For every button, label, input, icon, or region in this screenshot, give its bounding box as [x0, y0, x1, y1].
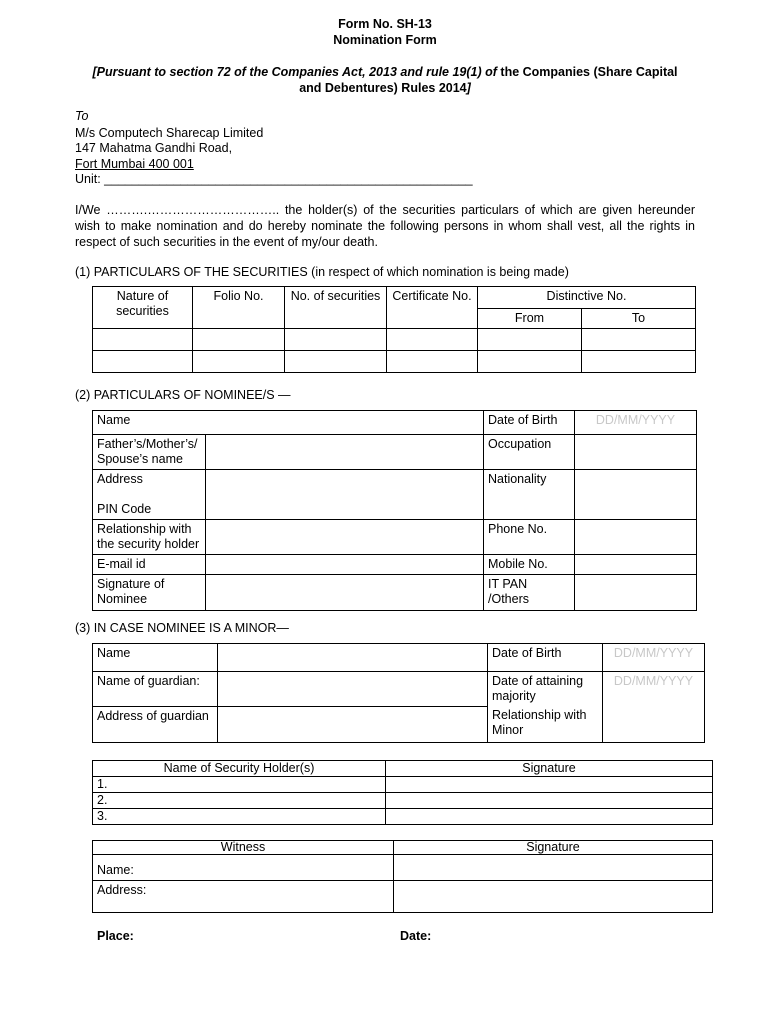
- nominee-mobile-label: Mobile No.: [484, 555, 575, 575]
- col-certificate: Certificate No.: [387, 287, 478, 329]
- company-address-line: 147 Mahatma Gandhi Road,: [75, 141, 233, 155]
- col-witness-signature: Signature: [394, 841, 713, 855]
- table-cell[interactable]: [93, 351, 193, 373]
- pin-code-label: PIN Code: [97, 502, 152, 516]
- guardian-name-input[interactable]: [218, 672, 488, 707]
- table-cell[interactable]: [478, 329, 582, 351]
- witness-table: [92, 840, 713, 913]
- form-title: Nomination Form: [333, 33, 437, 47]
- holder-row-2[interactable]: 2.: [93, 793, 386, 809]
- col-holder-name: Name of Security Holder(s): [93, 761, 386, 777]
- minor-table: [92, 643, 705, 743]
- unit-field[interactable]: Unit: _____________________________________________________: [75, 172, 473, 186]
- col-nature: Nature of securities: [93, 287, 193, 329]
- nominee-mobile-input[interactable]: [575, 555, 697, 575]
- holder-signature-2[interactable]: [386, 793, 713, 809]
- guardian-address-input[interactable]: [218, 706, 488, 742]
- guardian-address-label: Address of guardian: [93, 706, 218, 742]
- company-name: M/s Computech Sharecap Limited: [75, 126, 264, 140]
- securities-table: [92, 286, 696, 373]
- pursuant-text: [Pursuant to section 72 of the Companies Act, 2013 and rule 19(1) of the Companies (Share Capital and Debentures) Rules 2014]: [92, 65, 678, 95]
- nominee-signature-label: Signature of Nominee: [93, 575, 206, 611]
- nominee-table: [92, 410, 697, 611]
- to-label: To: [75, 109, 89, 123]
- witness-address-field[interactable]: Address:: [93, 881, 394, 913]
- minor-name-label: Name: [93, 644, 218, 672]
- nominee-phone-input[interactable]: [575, 520, 697, 555]
- nominee-name-label: Name: [93, 411, 206, 435]
- minor-dob-label: Date of Birth: [488, 644, 603, 672]
- nominee-father-input[interactable]: [205, 435, 484, 470]
- table-cell[interactable]: [93, 329, 193, 351]
- nominee-address-label: [93, 470, 206, 520]
- nominee-occupation-label: Occupation: [484, 435, 575, 470]
- col-witness: Witness: [93, 841, 394, 855]
- nominee-email-label: E-mail id: [93, 555, 206, 575]
- holder-signature-1[interactable]: [386, 777, 713, 793]
- nominee-phone-label: Phone No.: [484, 520, 575, 555]
- holder-row-3[interactable]: 3.: [93, 809, 386, 825]
- section3-title: (3) IN CASE NOMINEE IS A MINOR—: [75, 621, 289, 635]
- table-cell[interactable]: [193, 329, 285, 351]
- declaration-text: I/We ……….………………………….. the holder(s) of the securities particulars of which are given hereunder wish to make nomination and do hereby nominate the following persons in whom shall vest, all the rights in respect of such securities in the event of my/our death.: [75, 203, 695, 249]
- table-cell[interactable]: [478, 351, 582, 373]
- form-number: Form No. SH-13: [338, 17, 432, 31]
- nominee-signature-input[interactable]: [205, 575, 484, 611]
- nominee-relationship-input[interactable]: [205, 520, 484, 555]
- section1-title: (1) PARTICULARS OF THE SECURITIES (in respect of which nomination is being made): [75, 265, 569, 279]
- nominee-dob-label: Date of Birth: [484, 411, 575, 435]
- nominee-pan-label: IT PAN /Others: [484, 575, 575, 611]
- table-cell[interactable]: [285, 329, 387, 351]
- table-cell[interactable]: [387, 351, 478, 373]
- nominee-relationship-label: Relationship with the security holder: [93, 520, 206, 555]
- col-from: From: [478, 309, 582, 329]
- table-cell[interactable]: [582, 329, 696, 351]
- majority-label: Date of attaining majority: [488, 672, 603, 707]
- nominee-dob-input[interactable]: DD/MM/YYYY: [575, 411, 697, 435]
- table-cell[interactable]: [193, 351, 285, 373]
- col-holder-signature: Signature: [386, 761, 713, 777]
- minor-name-input[interactable]: [218, 644, 488, 672]
- minor-relationship-input[interactable]: [603, 706, 705, 742]
- majority-input[interactable]: DD/MM/YYYY: [603, 672, 705, 707]
- nominee-occupation-input[interactable]: [575, 435, 697, 470]
- company-city-line: Fort Mumbai 400 001: [75, 157, 194, 171]
- place-label: Place:: [97, 929, 134, 943]
- date-label: Date:: [400, 929, 432, 943]
- minor-dob-input[interactable]: DD/MM/YYYY: [603, 644, 705, 672]
- nominee-nationality-input[interactable]: [575, 470, 697, 520]
- nominee-name-input[interactable]: [205, 411, 484, 435]
- table-cell[interactable]: [285, 351, 387, 373]
- holder-signature-3[interactable]: [386, 809, 713, 825]
- nominee-father-label: Father’s/Mother’s/ Spouse’s name: [93, 435, 206, 470]
- witness-signature-field-2[interactable]: [394, 881, 713, 913]
- holders-table: [92, 760, 713, 825]
- col-folio: Folio No.: [193, 287, 285, 329]
- nominee-pan-input[interactable]: [575, 575, 697, 611]
- col-to: To: [582, 309, 696, 329]
- table-cell[interactable]: [582, 351, 696, 373]
- minor-relationship-label: Relationship with Minor: [488, 706, 603, 742]
- col-distinctive: Distinctive No.: [478, 287, 696, 309]
- table-cell[interactable]: [387, 329, 478, 351]
- nominee-email-input[interactable]: [205, 555, 484, 575]
- section2-title: (2) PARTICULARS OF NOMINEE/S —: [75, 388, 291, 402]
- col-no-securities: No. of securities: [285, 287, 387, 329]
- address-label: Address: [97, 472, 143, 486]
- nominee-nationality-label: Nationality: [484, 470, 575, 520]
- witness-signature-field[interactable]: [394, 855, 713, 881]
- witness-name-field[interactable]: Name:: [93, 855, 394, 881]
- guardian-name-label: Name of guardian:: [93, 672, 218, 707]
- holder-row-1[interactable]: 1.: [93, 777, 386, 793]
- nominee-address-input[interactable]: [205, 470, 484, 520]
